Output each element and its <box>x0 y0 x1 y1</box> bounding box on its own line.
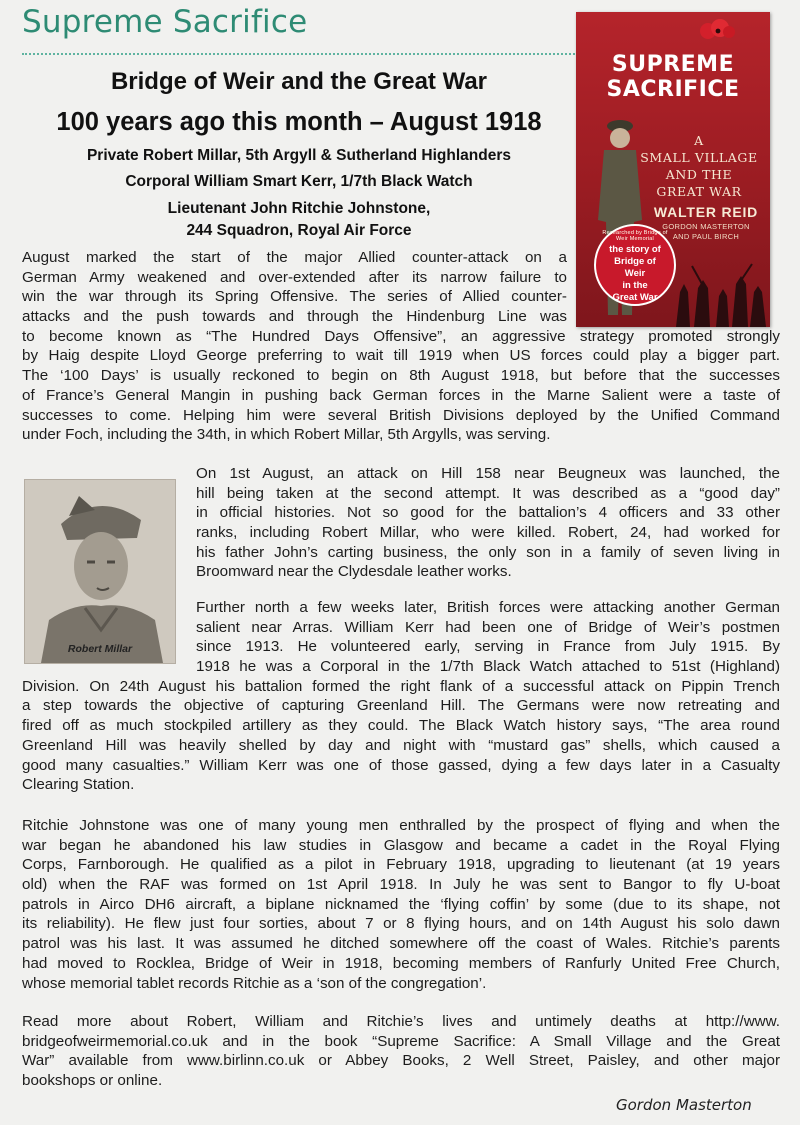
book-title: SUPREME SACRIFICE <box>606 52 740 102</box>
soldier-line-kerr: Corporal William Smart Kerr, 1/7th Black Watch <box>125 173 473 190</box>
paragraph-millar: On 1st August, an attack on Hill 158 near Beugneux was launched, the hill being taken at the second attempt. It was described as a “good day” in official histories. Not so good for the battalion’s 4 officers and 33 other ranks, including Robert Millar, who were killed. Robert, 24, had worked for his father John’s carting business, the only son in a family of seven living in Broomward near the Clydesdale leather works. <box>196 465 780 581</box>
book-subtitle: A SMALL VILLAGE AND THE GREAT WAR <box>640 133 758 199</box>
soldier-line-johnstone: Lieutenant John Ritchie Johnstone, 244 Squadron, Royal Air Force <box>167 200 431 239</box>
article-subheadline: 100 years ago this month – August 1918 <box>56 108 542 136</box>
portrait-robert-millar <box>24 479 176 664</box>
soldier-line-millar: Private Robert Millar, 5th Argyll & Sutherland Highlanders <box>86 147 512 164</box>
paragraph-intro: August marked the start of the major Allied counter-attack on a German Army weakened and over-extended after its narrow failure to win the war through its Spring Offensive. The series of Allied counter- attacks and the push towards and through the Hindenburg Line was to become known as “The Hundred Days Offensive”, an aggressive strategy promoted strongly by Haig despite Lloyd George preferring to wait till 1919 when US forces could play a bigger part. The ‘100 Days’ is usually reckoned to begin on 8th August 1918, but before that the successes of France’s General Mangin in pushing back German forces in the Marne Salient were a taste of successes to come. Helping him were several British Divisions deployed by the Unified Command under Foch, including the 34th, in which Robert Millar, 5th Argylls, was serving. <box>22 249 780 444</box>
portrait-image <box>25 480 175 663</box>
book-coauthors: GORDON MASTERTON AND PAUL BIRCH <box>662 222 750 241</box>
article-headline: Bridge of Weir and the Great War <box>110 68 488 95</box>
section-title: Supreme Sacrifice <box>22 4 308 40</box>
book-author: WALTER REID <box>653 204 759 220</box>
dotted-divider <box>22 53 587 55</box>
badge-seal: Researched by Bridge of Weir Memorial the story of Bridge of Weir in the Great War <box>594 224 676 306</box>
paragraph-johnstone: Ritchie Johnstone was one of many young men enthralled by the prospect of flying and when the war began he abandoned his law studies in Glasgow and became a cadet in the Royal Flying Corps, Farnborough. He qualified as a pilot in February 1918, upgrading to lieutenant (at 19 years old) when the RAF was formed on 1st April 1918. In July he was sent to Bangor to fly U-boat patrols in Airco DH6 aircraft, a biplane nicknamed the ‘flying coffin’ by some (due to its shape, not its reliability). He flew just four sorties, about 7 or 8 flying hours, and on 14th August his solo dawn patrol was his last. It was assumed he ditched somewhere off the coast of Wales. Ritchie’s parents had moved to Rocklea, Bridge of Weir in 1918, becoming members of Ranfurly United Free Church, whose memorial tablet records Ritchie as a ‘son of the congregation’. <box>22 817 780 992</box>
author-signature: Gordon Masterton <box>616 1096 752 1114</box>
paragraph-read-more: Read more about Robert, William and Ritchie’s lives and untimely deaths at http://www. bridgeofweirmemorial.co.uk and in the book “Supreme Sacrifice: A Small Village and the Great War” available from www.birlinn.co.uk or Abbey Books, 2 Well Street, Paisley, and other major bookshops or online. <box>22 1013 780 1090</box>
poppy-icon <box>696 18 736 40</box>
portrait-caption: Robert Millar <box>67 643 133 655</box>
paragraph-kerr: Further north a few weeks later, British forces were attacking another German salient near Arras. William Kerr had been one of Bridge of Weir’s postmen since 1913. He volunteered early, serving in France from July 1915. By 1918 he was a Corporal in the 1/7th Black Watch attached to 51st (Highland) Division. On 24th August his battalion formed the right flank of a successful attack on Pippin Trench a step towards the objective of capturing Greenland Hill. The Germans were now retreating and fired off as much stockpiled artillery as they could. The Black Watch history says, “The area round Greenland Hill was heavily shelled by day and night with “mustard gas” shells, which caused a good many casualties.” William Kerr was one of those gassed, dying a few days later in a Casualty Clearing Station. <box>22 599 780 794</box>
